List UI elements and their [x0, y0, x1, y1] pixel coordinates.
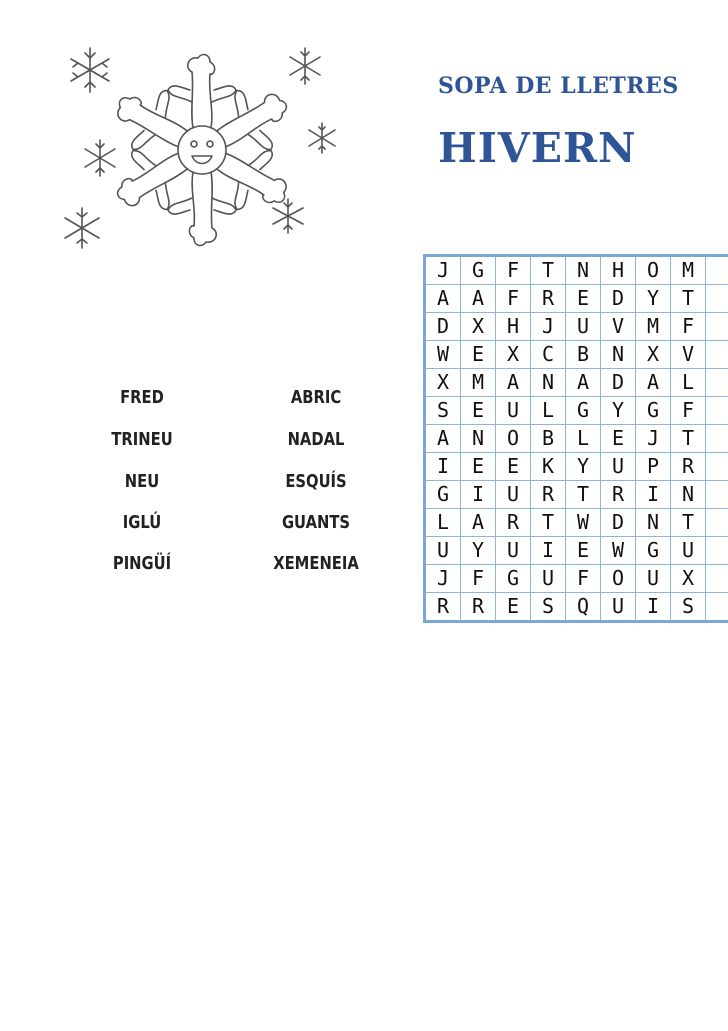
- grid-cell[interactable]: T: [671, 285, 706, 313]
- grid-cell[interactable]: U: [496, 537, 531, 565]
- grid-cell[interactable]: F: [671, 397, 706, 425]
- small-snowflake-icon: [71, 48, 109, 92]
- grid-cell[interactable]: [706, 369, 728, 397]
- grid-cell[interactable]: P: [636, 453, 671, 481]
- grid-cell[interactable]: O: [496, 425, 531, 453]
- word-search-grid-container: [423, 254, 728, 652]
- grid-cell[interactable]: G: [461, 256, 496, 285]
- grid-row: [425, 397, 728, 425]
- grid-cell[interactable]: J: [425, 565, 461, 593]
- grid-cell[interactable]: Y: [601, 397, 636, 425]
- word-list-item: PINGÜÍ: [112, 553, 172, 574]
- grid-cell[interactable]: L: [566, 425, 601, 453]
- grid-cell[interactable]: U: [636, 565, 671, 593]
- grid-cell[interactable]: N: [566, 256, 601, 285]
- grid-cell[interactable]: J: [531, 313, 566, 341]
- grid-cell[interactable]: U: [531, 565, 566, 593]
- grid-cell[interactable]: X: [425, 369, 461, 397]
- grid-cell[interactable]: I: [636, 481, 671, 509]
- grid-cell[interactable]: L: [671, 369, 706, 397]
- grid-cell[interactable]: O: [601, 565, 636, 593]
- grid-cell[interactable]: D: [601, 509, 636, 537]
- grid-row: [425, 341, 728, 369]
- word-list-item: NEU: [124, 471, 160, 492]
- grid-row: [425, 481, 728, 509]
- grid-cell[interactable]: X: [461, 313, 496, 341]
- grid-cell[interactable]: A: [636, 369, 671, 397]
- grid-cell[interactable]: U: [601, 593, 636, 622]
- word-list-item: TRINEU: [111, 429, 173, 450]
- grid-cell[interactable]: W: [425, 341, 461, 369]
- word-list-item: ABRIC: [290, 387, 342, 408]
- grid-cell[interactable]: U: [601, 453, 636, 481]
- grid-cell[interactable]: I: [636, 593, 671, 622]
- grid-cell[interactable]: N: [461, 425, 496, 453]
- grid-cell[interactable]: F: [566, 565, 601, 593]
- grid-row: [425, 565, 728, 593]
- grid-cell[interactable]: [706, 537, 728, 565]
- word-list-item: IGLÚ: [122, 512, 162, 533]
- grid-cell[interactable]: O: [636, 256, 671, 285]
- big-snowflake-character-icon: [102, 55, 301, 246]
- word-list-item: XEMENEIA: [273, 553, 359, 574]
- grid-cell[interactable]: V: [601, 313, 636, 341]
- grid-cell[interactable]: E: [461, 341, 496, 369]
- grid-cell[interactable]: E: [601, 425, 636, 453]
- grid-cell[interactable]: V: [671, 341, 706, 369]
- grid-cell[interactable]: D: [601, 285, 636, 313]
- grid-cell[interactable]: E: [496, 453, 531, 481]
- grid-cell[interactable]: E: [566, 537, 601, 565]
- grid-row: [425, 509, 728, 537]
- grid-cell[interactable]: T: [531, 256, 566, 285]
- grid-cell[interactable]: R: [461, 593, 496, 622]
- grid-cell[interactable]: F: [461, 565, 496, 593]
- grid-cell[interactable]: X: [636, 341, 671, 369]
- grid-cell[interactable]: R: [531, 481, 566, 509]
- grid-cell[interactable]: [706, 397, 728, 425]
- grid-cell[interactable]: H: [601, 256, 636, 285]
- grid-row: [425, 369, 728, 397]
- word-list-item: NADAL: [287, 429, 345, 450]
- grid-cell[interactable]: E: [461, 453, 496, 481]
- grid-row: [425, 593, 728, 622]
- grid-cell[interactable]: I: [461, 481, 496, 509]
- grid-cell[interactable]: L: [531, 397, 566, 425]
- grid-cell[interactable]: I: [531, 537, 566, 565]
- grid-cell[interactable]: A: [425, 425, 461, 453]
- grid-cell[interactable]: S: [531, 593, 566, 622]
- small-snowflake-icon: [290, 48, 320, 84]
- grid-cell[interactable]: A: [461, 285, 496, 313]
- grid-cell[interactable]: [706, 481, 728, 509]
- grid-cell[interactable]: U: [496, 397, 531, 425]
- grid-row: [425, 453, 728, 481]
- grid-cell[interactable]: C: [531, 341, 566, 369]
- grid-cell[interactable]: K: [531, 453, 566, 481]
- grid-cell[interactable]: [706, 285, 728, 313]
- grid-cell[interactable]: F: [671, 313, 706, 341]
- grid-cell[interactable]: Y: [636, 285, 671, 313]
- grid-cell[interactable]: [706, 256, 728, 285]
- grid-cell[interactable]: B: [566, 341, 601, 369]
- small-snowflake-icon: [309, 123, 335, 153]
- grid-cell[interactable]: [706, 565, 728, 593]
- page-subtitle: HIVERN: [438, 124, 637, 172]
- grid-cell[interactable]: [706, 313, 728, 341]
- grid-cell[interactable]: X: [671, 565, 706, 593]
- grid-cell[interactable]: [706, 593, 728, 622]
- grid-cell[interactable]: E: [566, 285, 601, 313]
- grid-cell[interactable]: A: [461, 509, 496, 537]
- grid-cell[interactable]: J: [636, 425, 671, 453]
- grid-cell[interactable]: D: [601, 369, 636, 397]
- grid-cell[interactable]: X: [496, 341, 531, 369]
- grid-cell[interactable]: M: [461, 369, 496, 397]
- grid-cell[interactable]: I: [425, 453, 461, 481]
- grid-row: [425, 425, 728, 453]
- grid-cell[interactable]: N: [636, 509, 671, 537]
- grid-cell[interactable]: G: [425, 481, 461, 509]
- grid-cell[interactable]: W: [601, 537, 636, 565]
- grid-cell[interactable]: R: [601, 481, 636, 509]
- grid-row: [425, 285, 728, 313]
- grid-cell[interactable]: [706, 453, 728, 481]
- grid-cell[interactable]: D: [425, 313, 461, 341]
- grid-cell[interactable]: R: [531, 285, 566, 313]
- grid-cell[interactable]: H: [496, 313, 531, 341]
- grid-cell[interactable]: M: [671, 256, 706, 285]
- grid-cell[interactable]: T: [671, 509, 706, 537]
- grid-row: [425, 256, 728, 285]
- grid-cell[interactable]: E: [461, 397, 496, 425]
- grid-cell[interactable]: G: [496, 565, 531, 593]
- grid-cell[interactable]: L: [425, 509, 461, 537]
- grid-cell[interactable]: R: [496, 509, 531, 537]
- grid-cell[interactable]: B: [531, 425, 566, 453]
- grid-cell[interactable]: F: [496, 285, 531, 313]
- grid-cell[interactable]: R: [671, 453, 706, 481]
- grid-cell[interactable]: J: [425, 256, 461, 285]
- grid-cell[interactable]: M: [636, 313, 671, 341]
- snowflake-illustration: [50, 38, 350, 253]
- word-search-grid: [423, 254, 728, 623]
- grid-cell[interactable]: U: [671, 537, 706, 565]
- grid-row: [425, 313, 728, 341]
- grid-cell[interactable]: S: [671, 593, 706, 622]
- grid-cell[interactable]: T: [671, 425, 706, 453]
- small-snowflake-icon: [65, 208, 99, 248]
- grid-cell[interactable]: [706, 509, 728, 537]
- grid-cell[interactable]: G: [636, 537, 671, 565]
- word-list-item: GUANTS: [281, 512, 351, 533]
- grid-cell[interactable]: A: [496, 369, 531, 397]
- grid-cell[interactable]: U: [496, 481, 531, 509]
- grid-cell[interactable]: [706, 341, 728, 369]
- grid-cell[interactable]: N: [531, 369, 566, 397]
- grid-row: [425, 537, 728, 565]
- grid-cell[interactable]: Q: [566, 593, 601, 622]
- grid-cell[interactable]: Y: [566, 453, 601, 481]
- grid-cell[interactable]: G: [566, 397, 601, 425]
- word-list-item: FRED: [120, 387, 164, 408]
- small-snowflake-icon: [273, 199, 303, 233]
- grid-cell[interactable]: A: [566, 369, 601, 397]
- grid-cell[interactable]: G: [636, 397, 671, 425]
- grid-cell[interactable]: N: [671, 481, 706, 509]
- grid-cell[interactable]: F: [496, 256, 531, 285]
- grid-cell[interactable]: U: [425, 537, 461, 565]
- grid-cell[interactable]: T: [566, 481, 601, 509]
- grid-cell[interactable]: U: [566, 313, 601, 341]
- grid-cell[interactable]: [706, 425, 728, 453]
- grid-cell[interactable]: E: [496, 593, 531, 622]
- grid-cell[interactable]: T: [531, 509, 566, 537]
- grid-cell[interactable]: A: [425, 285, 461, 313]
- word-list-item: ESQUÍS: [285, 471, 347, 492]
- small-snowflake-icon: [85, 140, 115, 176]
- grid-cell[interactable]: R: [425, 593, 461, 622]
- page-title: SOPA DE LLETRES: [438, 73, 679, 99]
- grid-cell[interactable]: W: [566, 509, 601, 537]
- grid-cell[interactable]: N: [601, 341, 636, 369]
- grid-cell[interactable]: S: [425, 397, 461, 425]
- grid-cell[interactable]: Y: [461, 537, 496, 565]
